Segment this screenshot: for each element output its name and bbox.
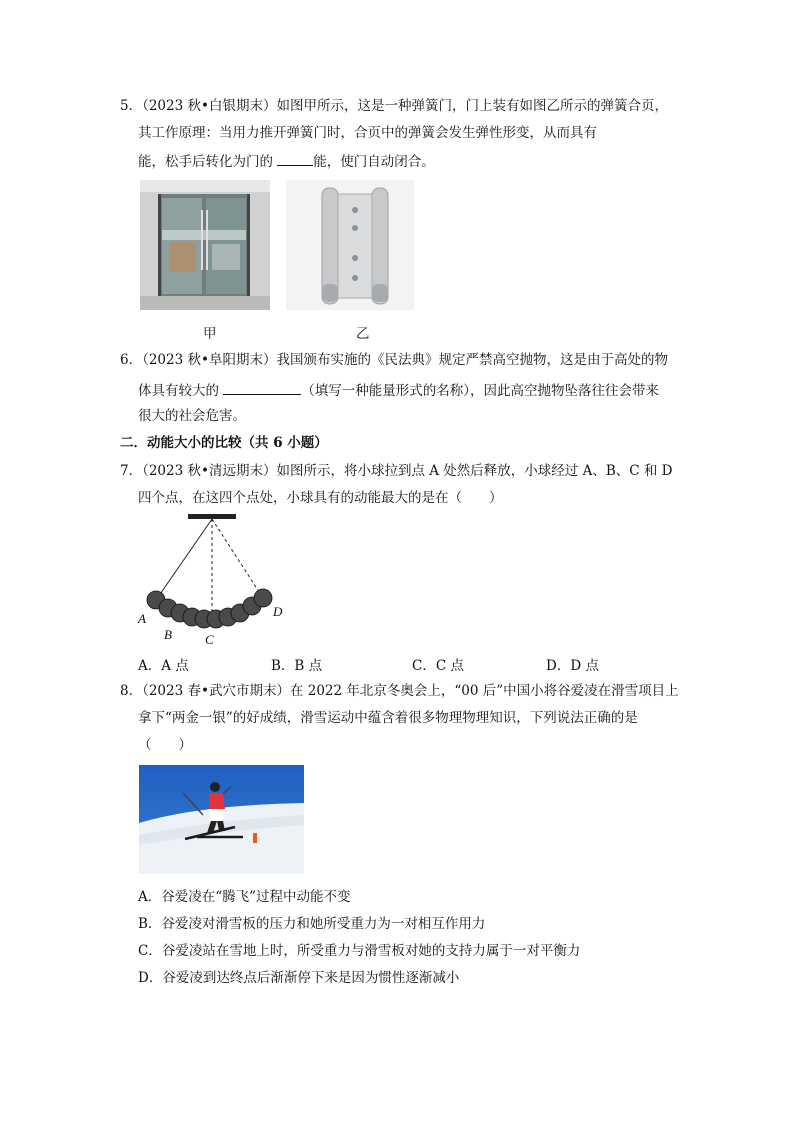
pendulum-string <box>156 519 212 600</box>
q5-line2: 其工作原理：当用力推开弹簧门时，合页中的弹簧会发生弹性形变，从而具有 <box>138 125 597 141</box>
q8-option-a[interactable]: A．谷爱凌在“腾飞”过程中动能不变 <box>138 889 351 905</box>
q7-option-a[interactable]: A．A 点 <box>138 658 189 674</box>
q6-line2 <box>138 380 659 400</box>
q5-line3-b: 能，使门自动闭合。 <box>313 154 435 170</box>
q8-option-d[interactable]: D．谷爱凌到达终点后渐渐停下来是因为惯性逐渐减小 <box>138 970 460 986</box>
q5-line3 <box>138 151 435 171</box>
label-a: A <box>138 611 146 626</box>
q7-option-d[interactable]: D．D 点 <box>546 658 599 674</box>
label-c: C <box>205 632 214 647</box>
label-d: D <box>273 604 283 619</box>
q6-line1: 6．（2023 秋•阜阳期末）我国颁布实施的《民法典》规定严禁高空抛物，这是由于高处的物 <box>120 352 668 368</box>
pendulum-diagram <box>130 508 300 648</box>
q8-option-b[interactable]: B．谷爱凌对滑雪板的压力和她所受重力为一对相互作用力 <box>138 916 486 932</box>
label-b: B <box>164 627 172 642</box>
q7-option-b[interactable]: B．B 点 <box>271 658 323 674</box>
q6-answer-blank[interactable] <box>223 380 301 395</box>
q7-line2: 四个点，在这四个点处，小球具有的动能最大的是在（ ） <box>138 490 503 506</box>
caption-yi: 乙 <box>356 326 370 342</box>
q7-line1: 7．（2023 秋•清远期末）如图所示，将小球拉到点 A 处然后释放，小球经过 A、B、C 和 D <box>120 463 673 479</box>
q8-line2: 拿下“两金一银”的好成绩，滑雪运动中蕴含着很多物理物理知识，下列说法正确的是 <box>138 710 638 726</box>
pendulum-support <box>188 514 236 519</box>
q5-line1: 5．（2023 秋•白银期末）如图甲所示，这是一种弹簧门，门上装有如图乙所示的弹簧合页， <box>120 98 668 114</box>
q8-line3: （ ） <box>138 737 192 753</box>
section-title: 二．动能大小的比较（共 6 小题） <box>120 435 328 451</box>
q7-option-c[interactable]: C．C 点 <box>412 658 464 674</box>
skier-photo <box>139 765 304 874</box>
caption-jia: 甲 <box>203 326 217 342</box>
q6-line2-a: 体具有较大的 <box>138 383 224 399</box>
pendulum-path-right <box>212 519 263 598</box>
spring-hinge-photo <box>286 180 414 310</box>
q5-line3-a: 能，松手后转化为门的 <box>138 154 278 170</box>
q6-line2-b: （填写一种能量形式的名称），因此高空抛物坠落往往会带来 <box>301 383 660 399</box>
q8-option-c[interactable]: C．谷爱凌站在雪地上时，所受重力与滑雪板对她的支持力属于一对平衡力 <box>138 943 581 959</box>
q8-line1: 8．（2023 春•武穴市期末）在 2022 年北京冬奥会上，“00 后”中国小将谷爱凌在滑雪项目上 <box>120 683 679 699</box>
q5-answer-blank[interactable] <box>277 151 313 166</box>
glass-door-photo <box>140 180 270 310</box>
pendulum-balls <box>147 589 272 628</box>
q6-line3: 很大的社会危害。 <box>138 408 246 424</box>
